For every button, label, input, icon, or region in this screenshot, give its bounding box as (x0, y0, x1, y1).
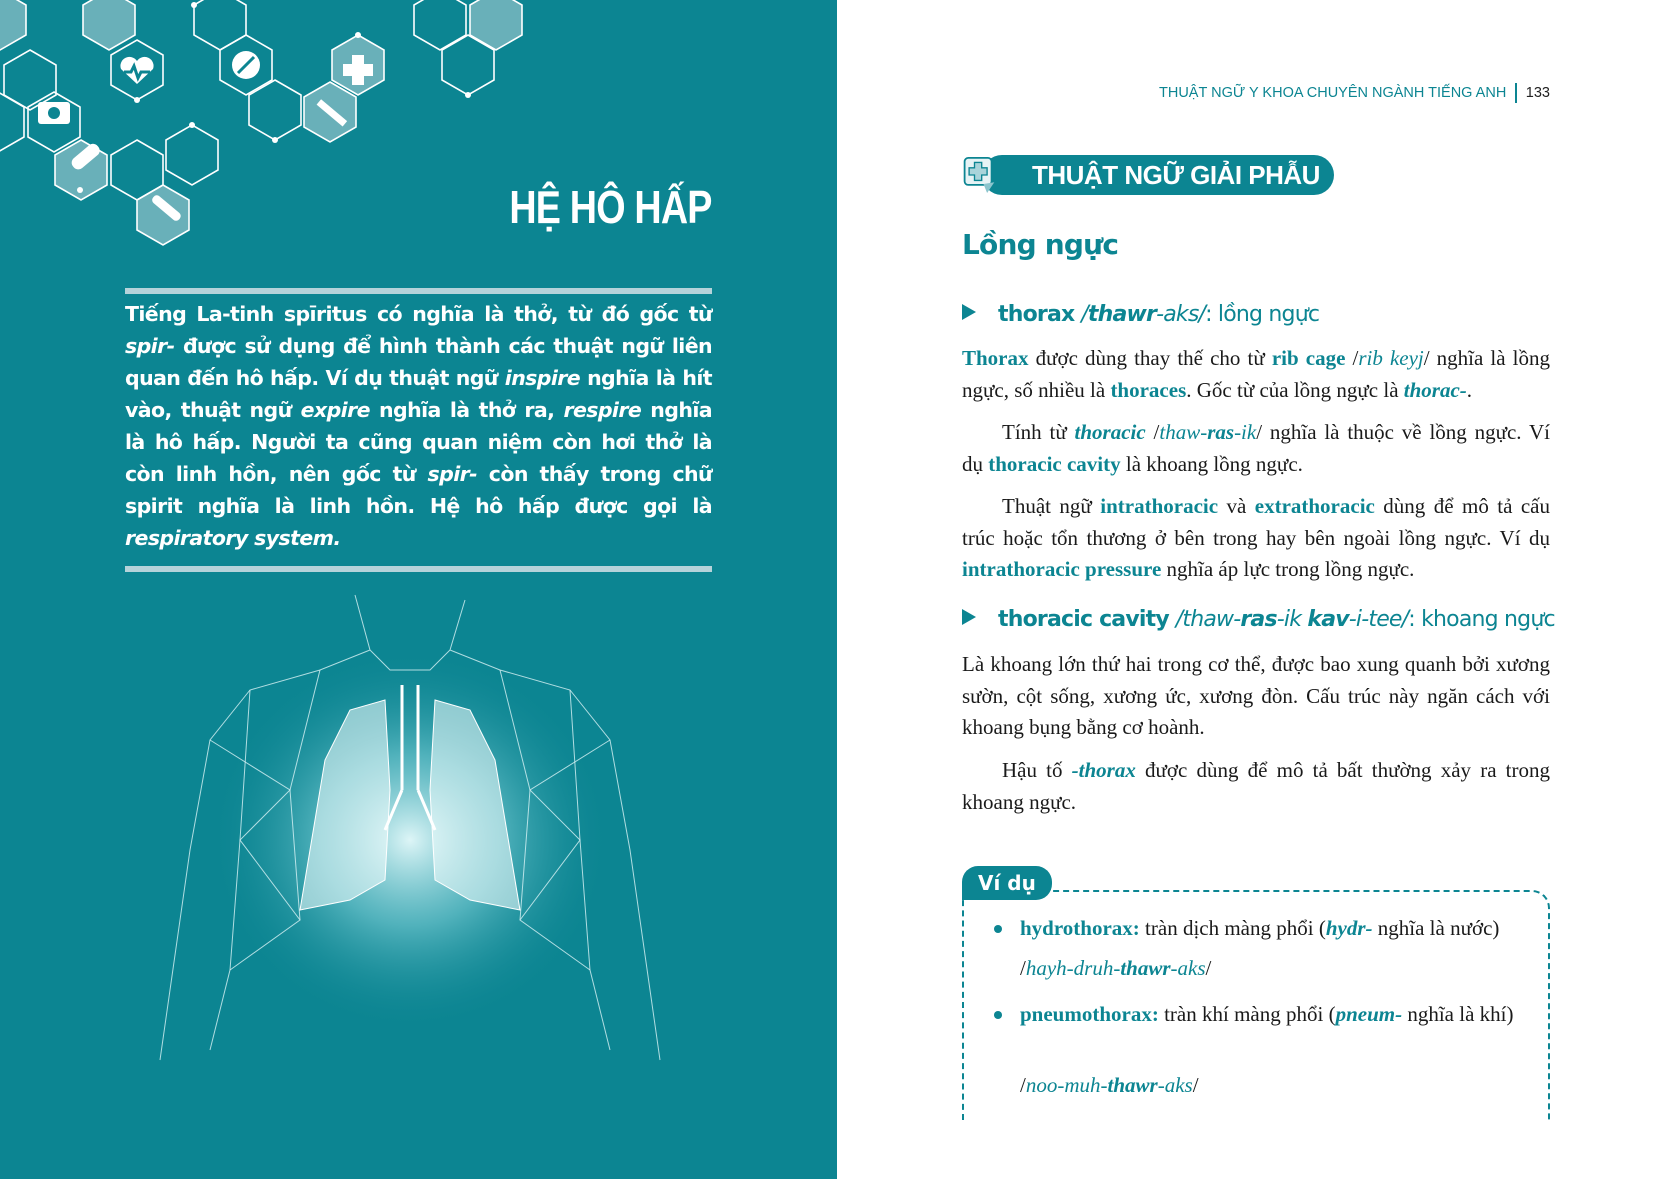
text-run: / nghĩa là lồng ngực, số nhiều là (962, 346, 1551, 402)
text-run: -aks/ (1156, 302, 1206, 327)
text-run: nghĩa là thở ra, (369, 398, 564, 422)
text-run: respiratory system. (125, 526, 341, 550)
text-run: hydr- (1325, 916, 1373, 940)
text-run: nghĩa áp lực trong lồng ngực. (1161, 557, 1415, 581)
text-run: -ik (1276, 607, 1308, 632)
text-run: thawr (1120, 956, 1171, 980)
paragraph-suffix (962, 755, 1550, 818)
text-run: . Gốc từ của lồng ngực là (1186, 377, 1404, 402)
text-run: và (1218, 494, 1255, 518)
example-item-pneumothorax (1020, 999, 1525, 1031)
text-run: / (1345, 346, 1359, 370)
header-divider (1515, 83, 1517, 103)
top-rule (125, 288, 712, 294)
paragraph-cavity (962, 649, 1550, 744)
paragraph-intrathoracic (962, 491, 1550, 586)
text-run: thorac- (1403, 377, 1467, 402)
text-run: Thuật ngữ (1002, 494, 1101, 518)
text-run: Thorax (962, 346, 1029, 370)
text-run: -thorax (1071, 758, 1136, 782)
text-run: còn thấy trong chữ spirit nghĩa là linh hồn. Hệ hô hấp được gọi là (125, 462, 712, 518)
book-title: THUẬT NGỮ Y KHOA CHUYÊN NGÀNH TIẾNG ANH (1159, 85, 1507, 101)
text-run: -i-tee/ (1348, 607, 1409, 632)
text-run: / (1081, 302, 1088, 327)
text-run: -aks (1157, 1073, 1193, 1097)
text-run: nghĩa là hít vào, thuật ngữ (125, 366, 712, 422)
text-run: là khoang lồng ngực. (1120, 451, 1303, 476)
text-run: rib keyj (1358, 346, 1424, 370)
text-run: inspire (504, 366, 581, 390)
term-text (998, 302, 1319, 327)
example-pronunciation (1020, 956, 1211, 981)
intro-paragraph (125, 298, 712, 554)
page-number: 133 (1525, 85, 1550, 101)
running-header (1159, 83, 1550, 103)
text-run: intrathoracic pressure (962, 557, 1162, 581)
text-run: / (1205, 956, 1212, 980)
text-run: thawr (1087, 302, 1157, 327)
example-text (1020, 1002, 1513, 1026)
text-run: spir- (427, 462, 478, 486)
text-run: pneum- (1335, 1002, 1403, 1026)
text-run: Hậu tố (1002, 758, 1072, 782)
text-run: được dùng để mô tả bất thường xảy ra trong khoang ngực. (962, 758, 1551, 814)
chapter-title: HỆ HÔ HẤP (509, 181, 712, 233)
text-run: tràn khí màng phổi ( (1158, 1002, 1336, 1026)
text-run: nghĩa là nước) (1372, 916, 1500, 940)
text-run: : lồng ngực (1205, 302, 1320, 327)
text-run: : khoang ngực (1408, 607, 1555, 632)
text-run: Là khoang lớn thứ hai trong cơ thể, được bao xung quanh bởi xương sườn, cột sống, xương ức, xương đòn. Cấu trúc này ngăn cách với khoang bụng bằng cơ hoành. (962, 652, 1550, 739)
text-run: spir- (125, 334, 175, 358)
text-run: noo-muh- (1025, 1073, 1108, 1097)
paragraph-thoracic (962, 417, 1550, 480)
term-heading-thoracic-cavity (962, 607, 1555, 632)
text-run: Tiếng La-tinh spīritus có nghĩa là thở, từ đó gốc từ (125, 302, 712, 326)
text-run: / (1192, 1073, 1199, 1097)
text-run: hayh-druh- (1025, 956, 1121, 980)
text-run: được sử dụng để hình thành các thuật ngữ liên quan đến hô hấp. Ví dụ thuật ngữ (125, 334, 712, 390)
text-run: / (1145, 420, 1160, 444)
term-text (998, 607, 1555, 632)
triangle-bullet-icon (962, 304, 976, 320)
medical-cross-badge-icon (962, 157, 996, 193)
term-heading-thorax (962, 302, 1319, 327)
text-run: / nghĩa là thuộc về lồng ngực. Ví dụ (962, 420, 1550, 476)
text-run: thawr (1107, 1073, 1158, 1097)
lungs-illustration (140, 590, 680, 1120)
text-run: . (1466, 377, 1473, 402)
text-run: thoraces (1110, 377, 1187, 402)
text-run: / (1020, 1073, 1026, 1097)
paragraph-thorax (962, 343, 1550, 406)
text-run: tràn dịch màng phổi ( (1139, 916, 1326, 940)
text-run: / (1020, 956, 1026, 980)
banner-label: THUẬT NGỮ GIẢI PHẪU (982, 155, 1334, 195)
text-run: /thaw- (1175, 607, 1241, 632)
text-run: được dùng thay thế cho từ (1028, 346, 1272, 370)
text-run: dùng để mô tả cấu trúc hoặc tổn thương ở bên trong hay bên ngoài lồng ngực. Ví dụ (962, 494, 1550, 550)
bullet-icon (994, 925, 1002, 933)
text-run: nghĩa là khí) (1402, 1002, 1514, 1026)
text-run: hydrothorax: (1020, 916, 1140, 940)
example-pronunciation (1020, 1073, 1199, 1098)
text-run: thoracic cavity (988, 451, 1121, 476)
text-run: rib cage (1271, 346, 1346, 370)
bullet-icon (994, 1011, 1002, 1019)
text-run: pneumothorax: (1020, 1002, 1159, 1026)
text-run: -ik (1234, 420, 1257, 444)
text-run: expire (300, 398, 370, 422)
text-run: nghĩa là hô hấp. Người ta cũng quan niệm còn hơi thở là còn linh hồn, nên gốc từ (125, 398, 712, 486)
bottom-rule (125, 566, 712, 572)
section-banner (962, 154, 1334, 196)
triangle-bullet-icon (962, 609, 976, 625)
section-title: Lồng ngực (962, 228, 1119, 261)
text-run: thoracic (1074, 420, 1146, 444)
medical-hexagon-pattern (0, 0, 540, 250)
text-run: respire (563, 398, 642, 422)
text-run: ras (1207, 420, 1235, 444)
text-run: -aks (1170, 956, 1206, 980)
example-text (1020, 916, 1499, 940)
text-run: ras (1240, 607, 1277, 632)
text-run: extrathoracic (1254, 494, 1375, 518)
example-label: Ví dụ (962, 866, 1052, 900)
text-run: thoracic cavity (998, 607, 1176, 632)
text-run: kav (1307, 607, 1349, 632)
text-run: thorax (998, 302, 1082, 327)
text-run: intrathoracic (1100, 494, 1219, 518)
example-item-hydrothorax (1020, 913, 1525, 945)
text-run: Tính từ (1002, 420, 1075, 444)
text-run: thaw- (1159, 420, 1208, 444)
